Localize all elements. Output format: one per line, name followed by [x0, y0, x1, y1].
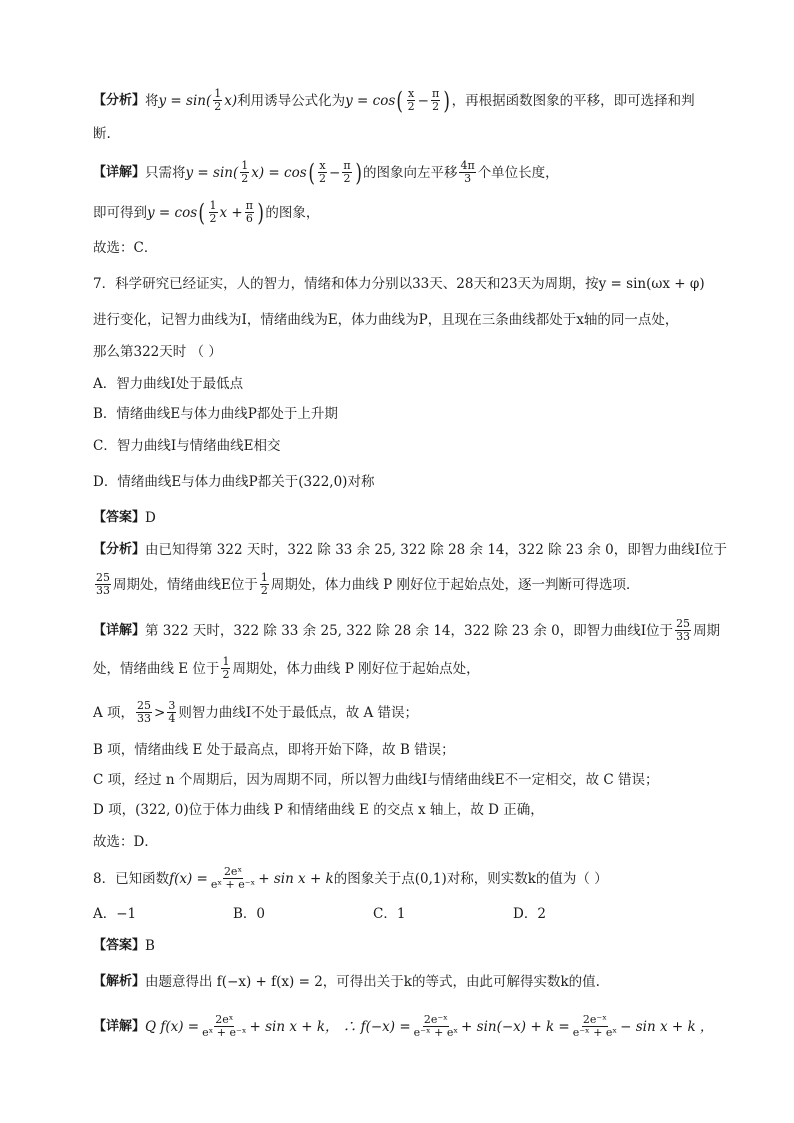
fraction: $\frac{\text{2eˣ}}{\text{eˣ + e⁻ˣ}}$	[202, 1013, 247, 1039]
select-line: 故选：C．	[93, 240, 158, 256]
q7-analysis-2: $\frac{25}{33}$ 周期处，情绪曲线E位于 $\frac{1}{2}$ 周期处，体力曲线 P 刚好位于起始点处，逐一判断可得选项．	[96, 571, 640, 597]
q7-select: 故选：D．	[93, 834, 158, 850]
q7-stem-1: 7．科学研究已经证实，人的智力，情绪和体力分别以33天、28天和23天为周期，按y = sin(ωx + φ)	[93, 276, 705, 292]
q7-option-c: C．智力曲线I与情绪曲线E相交	[93, 438, 281, 454]
detail-line-2: 即可得到 y = cos ( $\frac{1}{2}$ x + $\frac{\pi}{6}$ ) 的图象，	[93, 198, 320, 227]
q7-option-b: B．情绪曲线E与体力曲线P都处于上升期	[93, 406, 338, 422]
fraction: $\frac{\pi}{2}$	[343, 159, 351, 185]
detail-line-1: 【详解】 只需将 y = sin( $\frac{1}{2}$ x) = cos ( $\frac{x}{2}$ − $\frac{\pi}{2}$ ) 的图象向左平移 $\frac{4\pi}{3}$ 个单位长度，	[93, 158, 559, 187]
q8-jiexi: 【解析】 由题意得出 f(−x) + f(x) = 2，可得出关于k的等式，由此可解得实数k的值.	[93, 974, 600, 990]
q7-option-d: D．情绪曲线E与体力曲线P都关于(322,0)对称	[93, 474, 375, 490]
q8-option-d: D．2	[513, 906, 546, 922]
fraction: $\frac{3}{4}$	[168, 699, 176, 725]
q7-analysis-1: 【分析】 由已知得第 322 天时，322 除 33 余 25, 322 除 28 余 14，322 除 23 余 0，即智力曲线I位于	[93, 542, 728, 558]
q8-option-a: A．−1	[93, 906, 137, 922]
fraction: $\frac{25}{33}$	[137, 699, 152, 725]
q7-item-d: D 项，(322, 0)位于体力曲线 P 和情绪曲线 E 的交点 x 轴上，故 D 正确，	[93, 802, 544, 818]
q7-detail-2: 处，情绪曲线 E 位于 $\frac{1}{2}$ 周期处，体力曲线 P 刚好位于起始点处，	[93, 655, 480, 681]
q7-item-c: C 项，经过 n 个周期后，因为周期不同，所以智力曲线I与情绪曲线E不一定相交，故 C 错误；	[93, 772, 659, 788]
fraction: $\frac{x}{2}$	[407, 87, 415, 113]
q8-option-c: C．1	[373, 906, 406, 922]
q7-item-a: A 项， $\frac{25}{33}$ > $\frac{3}{4}$ 则智力曲线I不处于最低点，故 A 错误；	[93, 699, 419, 725]
fraction: $\frac{1}{2}$	[260, 571, 268, 597]
fraction: $\frac{\pi}{6}$	[245, 199, 253, 225]
q7-stem-2: 进行变化，记智力曲线为I，情绪曲线为E，体力曲线为P，且现在三条曲线都处于x轴的同一点处，	[93, 312, 679, 328]
fraction: $\frac{1}{2}$	[241, 159, 249, 185]
fraction: $\frac{x}{2}$	[319, 159, 327, 185]
q8-options	[93, 904, 734, 924]
fraction: $\frac{\text{2e⁻ˣ}}{\text{e⁻ˣ + eˣ}}$	[572, 1013, 618, 1039]
fraction: $\frac{25}{33}$	[676, 617, 691, 643]
q7-item-b: B 项，情绪曲线 E 处于最高点，即将开始下降，故 B 错误；	[93, 742, 455, 758]
fraction: $\frac{1}{2}$	[222, 655, 230, 681]
q8-detail: 【详解】 Q f(x) = $\frac{\text{2eˣ}}{\text{eˣ + e⁻ˣ}}$ + sin x + k， ∴ f(−x) = $\frac{\text{2e⁻ˣ}}{\text{e⁻ˣ + eˣ}}$ + sin(−x) + k = $\frac{\text{2e⁻ˣ}}{\text{e⁻ˣ + eˣ}}$ − sin x + k ，	[93, 1013, 714, 1039]
fraction: $\frac{\pi}{2}$	[431, 87, 440, 113]
fraction: $\frac{25}{33}$	[96, 571, 110, 597]
fraction: $\frac{1}{2}$	[214, 87, 222, 113]
fraction: $\frac{\text{2e⁻ˣ}}{\text{e⁻ˣ + eˣ}}$	[413, 1013, 459, 1039]
fraction: $\frac{4\pi}{3}$	[460, 159, 475, 185]
q7-answer: 【答案】 D	[93, 510, 156, 526]
q7-stem-3: 那么第322天时 （ ）	[93, 344, 222, 360]
q7-detail-1: 【详解】 第 322 天时，322 除 33 余 25, 322 除 28 余 14，322 除 23 余 0，即智力曲线I位于 $\frac{25}{33}$ 周期	[93, 617, 721, 643]
q7-option-a: A．智力曲线I处于最低点	[93, 376, 244, 392]
fraction: $\frac{1}{2}$	[209, 199, 217, 225]
detail-tag: 【详解】	[93, 164, 146, 180]
analysis-line-2: 断.	[93, 126, 111, 142]
q8-option-b: B．0	[233, 906, 266, 922]
analysis-line-1: 【分析】 将 y = sin( $\frac{1}{2}$ x) 利用诱导公式化为 y = cos ( $\frac{x}{2}$ − $\frac{\pi}{2}$ ) ，再根据函数图象的平移，即可选择和判	[93, 86, 695, 115]
q8-answer: 【答案】 B	[93, 938, 155, 954]
fraction: $\frac{\text{2eˣ}}{\text{eˣ + e⁻ˣ}}$	[210, 865, 256, 891]
q8-stem: 8．已知函数 f(x) = $\frac{\text{2eˣ}}{\text{eˣ + e⁻ˣ}}$ + sin x + k 的图象关于点(0,1)对称，则实数k的值为（ ）	[93, 865, 608, 891]
analysis-tag: 【分析】	[93, 92, 146, 108]
